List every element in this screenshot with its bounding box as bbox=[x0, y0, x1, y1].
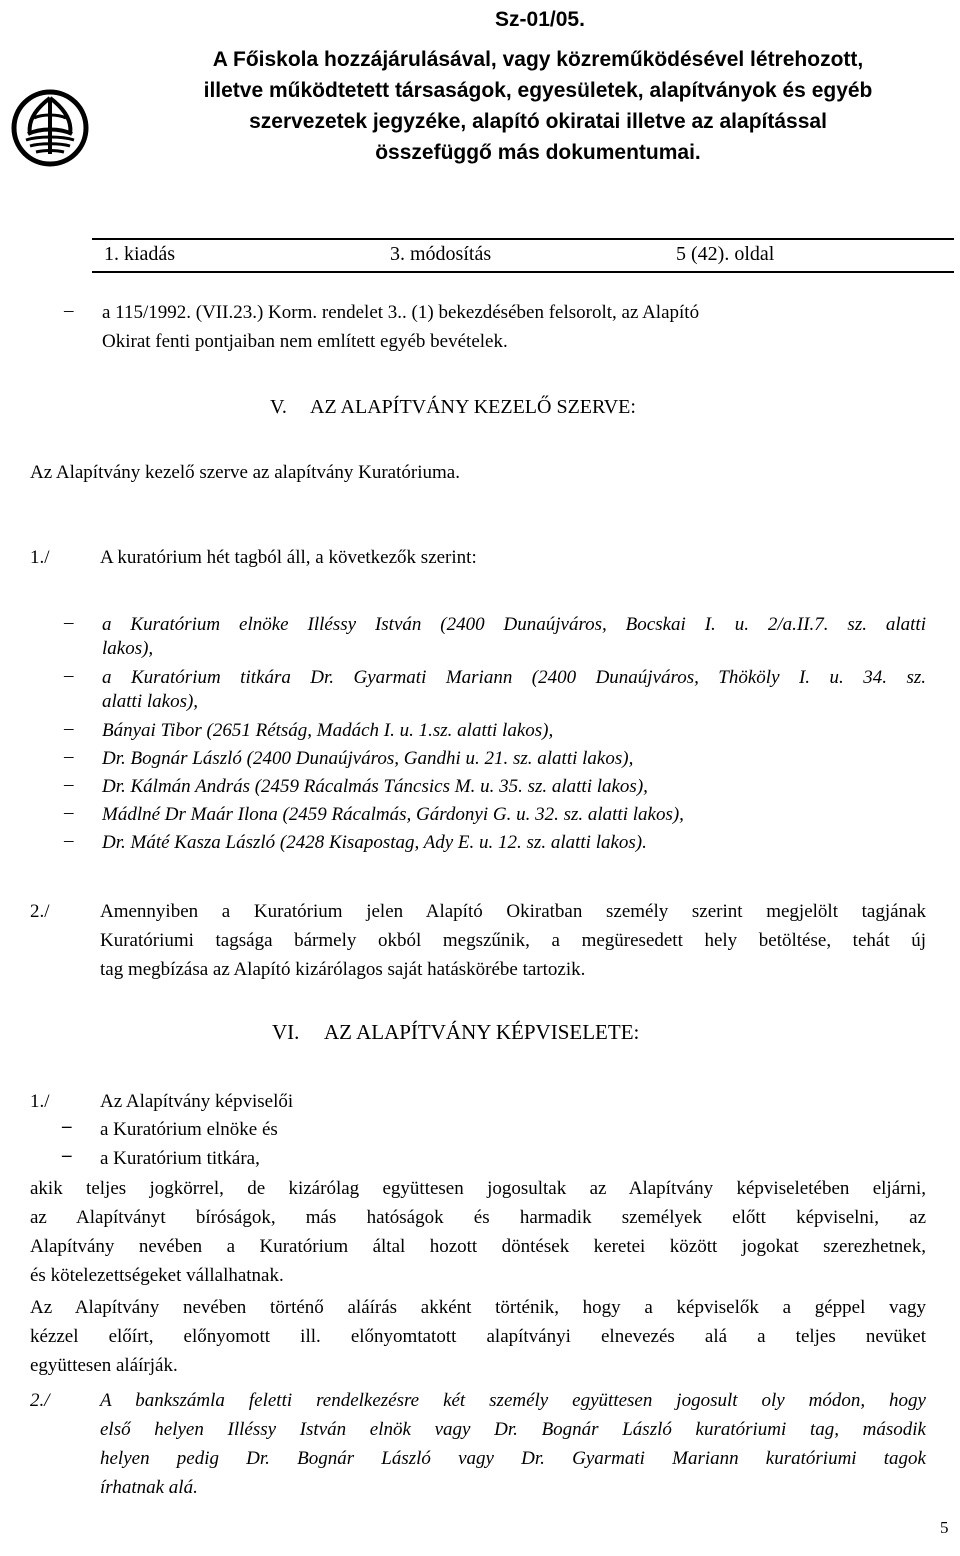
member-line: Dr. Máté Kasza László (2428 Kisapostag, Ady E. u. 12. sz. alatti lakos). bbox=[102, 832, 647, 853]
list-dash: – bbox=[62, 1116, 72, 1137]
member-line: a Kuratórium titkára Dr. Gyarmati Mariann (2400 Dunaújváros, Thököly I. u. 34. sz. bbox=[102, 667, 926, 688]
section6-paragraph1 bbox=[30, 1174, 926, 1290]
income-item bbox=[102, 298, 926, 327]
header-rule-top bbox=[92, 238, 954, 240]
list-dash: – bbox=[64, 665, 74, 686]
section5-item2-number: 2./ bbox=[30, 901, 50, 922]
section5-number: V. bbox=[270, 396, 287, 418]
section6-item2-text bbox=[100, 1386, 926, 1502]
title-line: illetve működtetett társaságok, egyesületek, alapítványok és egyéb bbox=[203, 79, 873, 102]
section6-number: VI. bbox=[272, 1020, 300, 1044]
representative: a Kuratórium titkára, bbox=[100, 1148, 260, 1169]
income-line: Okirat fenti pontjaiban nem említett egyéb bevételek. bbox=[102, 331, 508, 352]
section6-item1-text: Az Alapítvány képviselői bbox=[100, 1091, 294, 1112]
text-line: első helyen Illéssy István elnök vagy Dr. Bognár László kuratóriumi tag, második bbox=[100, 1419, 926, 1440]
modification-label: 3. módosítás bbox=[390, 243, 492, 265]
section6-paragraph2 bbox=[30, 1293, 926, 1380]
income-item-cont bbox=[102, 327, 926, 356]
member-line: a Kuratórium elnöke Illéssy István (2400 Dunaújváros, Bocskai I. u. 2/a.II.7. sz. alatti bbox=[102, 614, 926, 635]
text-line: az Alapítványt bíróságok, más hatóságok és harmadik személyek előtt képviselni, az bbox=[30, 1207, 926, 1228]
section6-item2-number: 2./ bbox=[30, 1390, 50, 1411]
list-dash: – bbox=[64, 774, 74, 795]
representative: a Kuratórium elnöke és bbox=[100, 1119, 278, 1140]
text-line: akik teljes jogkörrel, de kizárólag együttesen jogosultak az Alapítvány képviseletében eljárni, bbox=[30, 1178, 926, 1199]
section6-item1-number: 1./ bbox=[30, 1091, 50, 1112]
page-number: 5 bbox=[940, 1518, 949, 1537]
page-label: 5 (42). oldal bbox=[676, 243, 775, 265]
member-line: lakos), bbox=[102, 638, 154, 659]
list-dash: – bbox=[64, 830, 74, 851]
text-line: és kötelezettségeket vállalhatnak. bbox=[30, 1265, 284, 1286]
section5-item1-text: A kuratórium hét tagból áll, a következők szerint: bbox=[100, 547, 477, 568]
list-dash: – bbox=[64, 746, 74, 767]
income-line: a 115/1992. (VII.23.) Korm. rendelet 3.. (1) bekezdésében felsorolt, az Alapító bbox=[102, 302, 700, 323]
list-dash: – bbox=[62, 1145, 72, 1166]
section5-item1-number: 1./ bbox=[30, 547, 50, 568]
text-line: Alapítvány nevében a Kuratórium által hozott döntések keretei között jogokat szerezhetnek, bbox=[30, 1236, 926, 1257]
text-line: A bankszámla feletti rendelkezésre két személy együttesen jogosult oly módon, hogy bbox=[100, 1390, 926, 1411]
text-line: kézzel előírt, előnyomott ill. előnyomtatott alapítványi elnevezés alá a teljes nevüket bbox=[30, 1326, 926, 1347]
member-line: Mádlné Dr Maár Ilona (2459 Rácalmás, Gárdonyi G. u. 32. sz. alatti lakos), bbox=[102, 804, 684, 825]
title-line: A Főiskola hozzájárulásával, vagy közreműködésével létrehozott, bbox=[212, 48, 864, 71]
member-line: Dr. Kálmán András (2459 Rácalmás Táncsics M. u. 35. sz. alatti lakos), bbox=[102, 776, 648, 797]
text-line: Kuratóriumi tagsága bármely okból megszűnik, a megüresedett hely betöltése, tehát új bbox=[100, 930, 926, 951]
college-logo bbox=[10, 88, 90, 168]
title-line: szervezetek jegyzéke, alapító okiratai illetve az alapítással bbox=[249, 110, 827, 133]
member-line: alatti lakos), bbox=[102, 691, 199, 712]
text-line: Amennyiben a Kuratórium jelen Alapító Okiratban személy szerint megjelölt tagjának bbox=[100, 901, 926, 922]
section6-title: AZ ALAPÍTVÁNY KÉPVISELETE: bbox=[324, 1020, 640, 1044]
document-code: Sz-01/05. bbox=[495, 8, 585, 31]
text-line: tag megbízása az Alapító kizárólagos saját hatáskörébe tartozik. bbox=[100, 959, 586, 980]
title-line: összefüggő más dokumentumai. bbox=[375, 141, 701, 164]
member-line: Bányai Tibor (2651 Rétság, Madách I. u. 1.sz. alatti lakos), bbox=[102, 720, 554, 741]
document-title bbox=[118, 44, 958, 168]
section5-intro: Az Alapítvány kezelő szerve az alapítvány Kuratóriuma. bbox=[30, 462, 460, 483]
list-dash: – bbox=[64, 612, 74, 633]
text-line: írhatnak alá. bbox=[100, 1477, 198, 1498]
header-rule-bottom bbox=[92, 271, 954, 273]
text-line: helyen pedig Dr. Bognár László vagy Dr. Gyarmati Mariann kuratóriumi tagok bbox=[100, 1448, 926, 1469]
section5-item2-text bbox=[100, 897, 926, 984]
edition-label: 1. kiadás bbox=[104, 243, 176, 265]
member-line: Dr. Bognár László (2400 Dunaújváros, Gandhi u. 21. sz. alatti lakos), bbox=[102, 748, 634, 769]
list-dash: – bbox=[64, 300, 74, 321]
text-line: Az Alapítvány nevében történő aláírás akként történik, hogy a képviselők a géppel vagy bbox=[30, 1297, 926, 1318]
text-line: együttesen aláírják. bbox=[30, 1355, 178, 1376]
list-dash: – bbox=[64, 802, 74, 823]
section5-title: AZ ALAPÍTVÁNY KEZELŐ SZERVE: bbox=[310, 396, 636, 418]
list-dash: – bbox=[64, 718, 74, 739]
